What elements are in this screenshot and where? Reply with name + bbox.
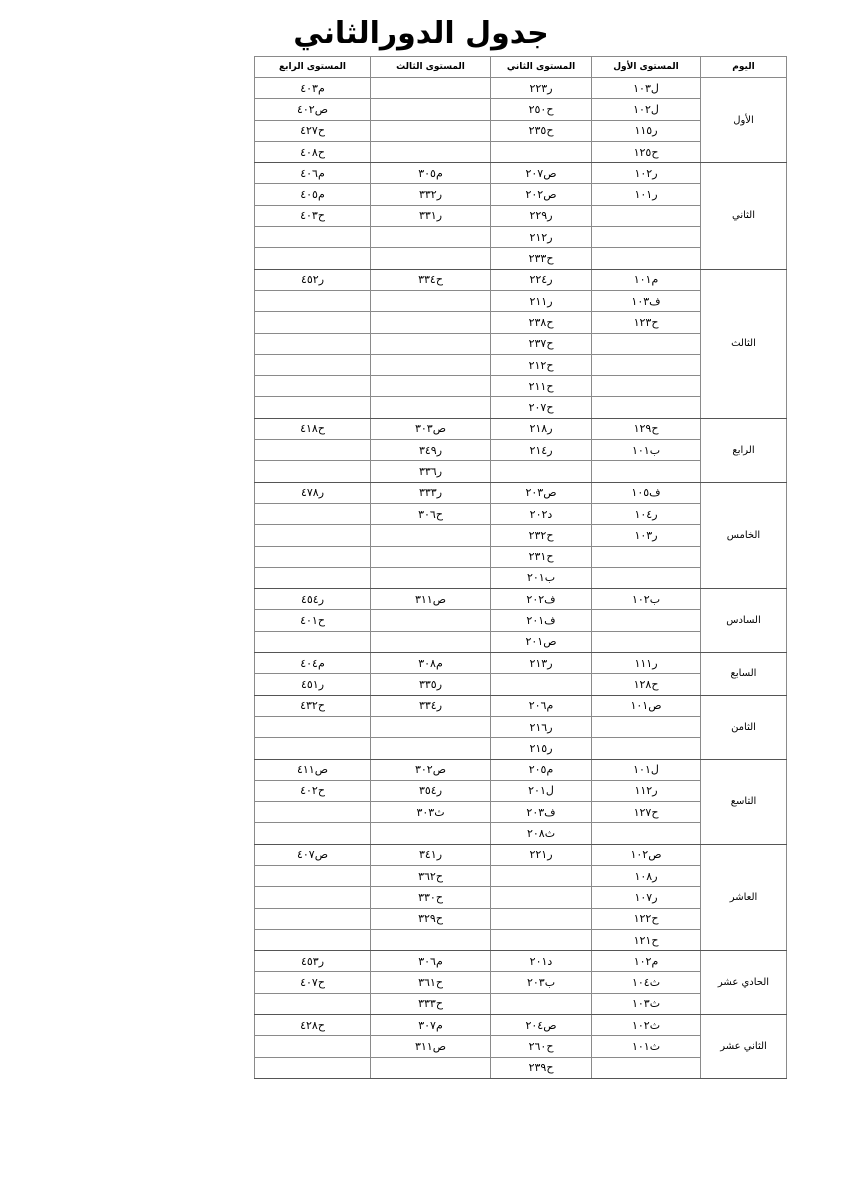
- course-cell-level-2: ر٢٢٣: [491, 78, 592, 99]
- course-cell-level-2: ص٢٠٢: [491, 184, 592, 205]
- course-cell-level-2: ر٢١٥: [491, 738, 592, 759]
- course-cell-level-1: ف١٠٥: [592, 482, 701, 503]
- table-row: [255, 78, 787, 99]
- course-cell-level-4: [255, 248, 371, 269]
- course-cell-level-1: ف١٠٣: [592, 290, 701, 311]
- course-cell-level-1: [592, 397, 701, 418]
- course-cell-level-4: ح٤٣٢: [255, 695, 371, 716]
- course-cell-level-4: [255, 1036, 371, 1057]
- course-cell-level-3: [371, 227, 491, 248]
- day-cell: الأول: [701, 78, 787, 163]
- course-cell-level-2: ر٢١٢: [491, 227, 592, 248]
- course-cell-level-3: [371, 312, 491, 333]
- course-cell-level-3: [371, 120, 491, 141]
- course-cell-level-2: ف٢٠٢: [491, 589, 592, 610]
- course-cell-level-3: ح٣٢٩: [371, 908, 491, 929]
- page-title: جدول الدورالثاني: [293, 16, 549, 51]
- course-cell-level-1: ر١٠٨: [592, 865, 701, 886]
- course-cell-level-1: ح١٢٣: [592, 312, 701, 333]
- course-cell-level-2: ر٢١٦: [491, 716, 592, 737]
- schedule-body: [255, 78, 787, 1079]
- course-cell-level-2: ف٢٠٣: [491, 802, 592, 823]
- course-cell-level-2: ح٢٣١: [491, 546, 592, 567]
- course-cell-level-2: ر٢٢٤: [491, 269, 592, 290]
- course-cell-level-3: م٣٠٧: [371, 1015, 491, 1036]
- course-cell-level-3: [371, 99, 491, 120]
- course-cell-level-4: [255, 227, 371, 248]
- course-cell-level-1: ص١٠٢: [592, 844, 701, 865]
- course-cell-level-3: ص٣٠٢: [371, 759, 491, 780]
- table-row: [255, 589, 787, 610]
- course-cell-level-3: [371, 397, 491, 418]
- course-cell-level-3: ر٣٣٤: [371, 695, 491, 716]
- course-cell-level-1: [592, 1057, 701, 1078]
- course-cell-level-3: ص٣١١: [371, 589, 491, 610]
- course-cell-level-3: م٣٠٨: [371, 653, 491, 674]
- day-cell: السادس: [701, 589, 787, 653]
- table-row: [255, 759, 787, 780]
- course-cell-level-4: ح٤١٨: [255, 418, 371, 439]
- course-cell-level-1: [592, 567, 701, 588]
- course-cell-level-3: ح٣٣٤: [371, 269, 491, 290]
- course-cell-level-1: ح١٢٥: [592, 141, 701, 162]
- table-row: [255, 269, 787, 290]
- course-cell-level-1: ل١٠٣: [592, 78, 701, 99]
- course-cell-level-4: ح٤٢٧: [255, 120, 371, 141]
- course-cell-level-3: [371, 567, 491, 588]
- day-cell: الثاني: [701, 163, 787, 269]
- course-cell-level-4: م٤٠٥: [255, 184, 371, 205]
- course-cell-level-3: [371, 631, 491, 652]
- course-cell-level-3: ر٣٣١: [371, 205, 491, 226]
- day-cell: الثالث: [701, 269, 787, 418]
- course-cell-level-2: ب٢٠٣: [491, 972, 592, 993]
- course-cell-level-2: [491, 993, 592, 1014]
- course-cell-level-4: [255, 397, 371, 418]
- day-cell: السابع: [701, 653, 787, 696]
- course-cell-level-2: ح٢٠٧: [491, 397, 592, 418]
- course-cell-level-3: [371, 716, 491, 737]
- course-cell-level-3: [371, 376, 491, 397]
- course-cell-level-4: [255, 716, 371, 737]
- table-row: [255, 951, 787, 972]
- course-cell-level-4: ح٤٠٣: [255, 205, 371, 226]
- course-cell-level-4: [255, 993, 371, 1014]
- course-cell-level-1: ح١٢٨: [592, 674, 701, 695]
- course-cell-level-1: ح١٢١: [592, 929, 701, 950]
- course-cell-level-3: [371, 1057, 491, 1078]
- day-cell: الثامن: [701, 695, 787, 759]
- course-cell-level-2: ح٢٥٠: [491, 99, 592, 120]
- course-cell-level-4: [255, 1057, 371, 1078]
- course-cell-level-2: د٢٠٢: [491, 503, 592, 524]
- course-cell-level-2: [491, 908, 592, 929]
- course-cell-level-3: [371, 248, 491, 269]
- course-cell-level-3: ث٣٠٣: [371, 802, 491, 823]
- header-level-2: المستوى الثاني: [491, 57, 592, 78]
- course-cell-level-3: ح٣٦١: [371, 972, 491, 993]
- course-cell-level-1: [592, 716, 701, 737]
- table-row: [255, 482, 787, 503]
- table-row: [255, 653, 787, 674]
- course-cell-level-2: د٢٠١: [491, 951, 592, 972]
- course-cell-level-4: ر٤٥٣: [255, 951, 371, 972]
- course-cell-level-4: ح٤٢٨: [255, 1015, 371, 1036]
- course-cell-level-3: [371, 333, 491, 354]
- course-cell-level-1: ح١٢٩: [592, 418, 701, 439]
- course-cell-level-4: [255, 929, 371, 950]
- day-cell: الرابع: [701, 418, 787, 482]
- course-cell-level-2: ص٢٠٣: [491, 482, 592, 503]
- course-cell-level-2: ل٢٠١: [491, 780, 592, 801]
- course-cell-level-4: [255, 461, 371, 482]
- course-cell-level-2: [491, 865, 592, 886]
- course-cell-level-3: ر٣٣٢: [371, 184, 491, 205]
- course-cell-level-2: ص٢٠٤: [491, 1015, 592, 1036]
- course-cell-level-2: [491, 887, 592, 908]
- course-cell-level-1: ر١١٥: [592, 120, 701, 141]
- course-cell-level-1: ل١٠١: [592, 759, 701, 780]
- course-cell-level-1: ر١٠٧: [592, 887, 701, 908]
- course-cell-level-1: [592, 205, 701, 226]
- course-cell-level-2: [491, 461, 592, 482]
- course-cell-level-1: [592, 354, 701, 375]
- day-cell: الثاني عشر: [701, 1015, 787, 1079]
- course-cell-level-2: ح٢١١: [491, 376, 592, 397]
- course-cell-level-1: ر١١١: [592, 653, 701, 674]
- course-cell-level-3: ص٣١١: [371, 1036, 491, 1057]
- course-cell-level-4: [255, 823, 371, 844]
- course-cell-level-1: ح١٢٢: [592, 908, 701, 929]
- course-cell-level-3: [371, 823, 491, 844]
- course-cell-level-2: ص٢٠١: [491, 631, 592, 652]
- course-cell-level-1: ح١٢٧: [592, 802, 701, 823]
- course-cell-level-4: ح٤٠١: [255, 610, 371, 631]
- course-cell-level-4: [255, 908, 371, 929]
- course-cell-level-2: ح٢١٢: [491, 354, 592, 375]
- table-row: [255, 418, 787, 439]
- course-cell-level-3: ص٣٠٣: [371, 418, 491, 439]
- course-cell-level-3: م٣٠٥: [371, 163, 491, 184]
- course-cell-level-1: [592, 227, 701, 248]
- course-cell-level-2: ث٢٠٨: [491, 823, 592, 844]
- course-cell-level-1: ب١٠١: [592, 440, 701, 461]
- course-cell-level-2: م٢٠٥: [491, 759, 592, 780]
- course-cell-level-4: [255, 631, 371, 652]
- course-cell-level-2: ر٢٢٩: [491, 205, 592, 226]
- course-cell-level-4: ح٤٠٨: [255, 141, 371, 162]
- course-cell-level-1: [592, 631, 701, 652]
- course-cell-level-2: [491, 674, 592, 695]
- course-cell-level-2: ر٢١٨: [491, 418, 592, 439]
- day-cell: الحادي عشر: [701, 951, 787, 1015]
- table-row: [255, 1015, 787, 1036]
- table-row: [255, 163, 787, 184]
- course-cell-level-4: [255, 567, 371, 588]
- course-cell-level-3: ح٣٣٠: [371, 887, 491, 908]
- course-cell-level-2: م٢٠٦: [491, 695, 592, 716]
- course-cell-level-2: ر٢١٤: [491, 440, 592, 461]
- course-cell-level-4: [255, 802, 371, 823]
- course-cell-level-2: ف٢٠١: [491, 610, 592, 631]
- course-cell-level-2: ب٢٠١: [491, 567, 592, 588]
- header-level-1: المستوى الأول: [592, 57, 701, 78]
- course-cell-level-3: [371, 738, 491, 759]
- course-cell-level-1: ل١٠٢: [592, 99, 701, 120]
- course-cell-level-1: ث١٠٢: [592, 1015, 701, 1036]
- header-level-4: المستوى الرابع: [255, 57, 371, 78]
- course-cell-level-2: ح٢٣٥: [491, 120, 592, 141]
- course-cell-level-4: [255, 333, 371, 354]
- course-cell-level-1: ث١٠٤: [592, 972, 701, 993]
- course-cell-level-4: ص٤٠٢: [255, 99, 371, 120]
- course-cell-level-4: ص٤٠٧: [255, 844, 371, 865]
- course-cell-level-2: ح٢٣٩: [491, 1057, 592, 1078]
- course-cell-level-1: م١٠٢: [592, 951, 701, 972]
- course-cell-level-3: م٣٠٦: [371, 951, 491, 972]
- course-cell-level-3: ح٣٦٢: [371, 865, 491, 886]
- course-cell-level-2: [491, 929, 592, 950]
- course-cell-level-3: [371, 354, 491, 375]
- course-cell-level-4: ر٤٥٢: [255, 269, 371, 290]
- course-cell-level-4: [255, 887, 371, 908]
- header-day: اليوم: [701, 57, 787, 78]
- course-cell-level-2: ح٢٣٢: [491, 525, 592, 546]
- course-cell-level-3: ح٣٣٣: [371, 993, 491, 1014]
- course-cell-level-4: م٤٠٤: [255, 653, 371, 674]
- course-cell-level-3: [371, 929, 491, 950]
- course-cell-level-3: ر٣٤٩: [371, 440, 491, 461]
- course-cell-level-1: ر١٠٣: [592, 525, 701, 546]
- course-cell-level-3: [371, 525, 491, 546]
- course-cell-level-1: [592, 738, 701, 759]
- day-cell: العاشر: [701, 844, 787, 950]
- course-cell-level-4: ص٤١١: [255, 759, 371, 780]
- course-cell-level-2: ر٢٢١: [491, 844, 592, 865]
- course-cell-level-4: [255, 440, 371, 461]
- course-cell-level-1: [592, 376, 701, 397]
- course-cell-level-1: ص١٠١: [592, 695, 701, 716]
- course-cell-level-4: ر٤٥٤: [255, 589, 371, 610]
- course-cell-level-3: ر٣٣٣: [371, 482, 491, 503]
- header-level-3: المستوى الثالث: [371, 57, 491, 78]
- course-cell-level-3: [371, 141, 491, 162]
- course-cell-level-2: ح٢٦٠: [491, 1036, 592, 1057]
- course-cell-level-3: ح٣٠٦: [371, 503, 491, 524]
- course-cell-level-3: ر٣٥٤: [371, 780, 491, 801]
- course-cell-level-4: [255, 376, 371, 397]
- course-cell-level-4: ر٤٥١: [255, 674, 371, 695]
- course-cell-level-3: [371, 546, 491, 567]
- course-cell-level-3: [371, 610, 491, 631]
- course-cell-level-4: ح٤٠٢: [255, 780, 371, 801]
- course-cell-level-4: م٤٠٦: [255, 163, 371, 184]
- course-cell-level-4: [255, 546, 371, 567]
- course-cell-level-4: [255, 290, 371, 311]
- course-cell-level-4: [255, 738, 371, 759]
- course-cell-level-1: ث١٠٣: [592, 993, 701, 1014]
- day-cell: الخامس: [701, 482, 787, 588]
- course-cell-level-1: [592, 546, 701, 567]
- course-cell-level-4: [255, 354, 371, 375]
- course-cell-level-4: [255, 503, 371, 524]
- course-cell-level-1: ب١٠٢: [592, 589, 701, 610]
- course-cell-level-1: ر١١٢: [592, 780, 701, 801]
- course-cell-level-1: [592, 610, 701, 631]
- course-cell-level-1: [592, 823, 701, 844]
- course-cell-level-1: ر١٠١: [592, 184, 701, 205]
- course-cell-level-2: ر٢١١: [491, 290, 592, 311]
- course-cell-level-2: ح٢٣٨: [491, 312, 592, 333]
- course-cell-level-4: ر٤٧٨: [255, 482, 371, 503]
- course-cell-level-4: [255, 312, 371, 333]
- exam-schedule-table: [254, 56, 787, 1079]
- course-cell-level-2: ح٢٣٣: [491, 248, 592, 269]
- course-cell-level-1: [592, 461, 701, 482]
- course-cell-level-1: ر١٠٤: [592, 503, 701, 524]
- course-cell-level-1: [592, 333, 701, 354]
- course-cell-level-2: ح٢٣٧: [491, 333, 592, 354]
- course-cell-level-2: [491, 141, 592, 162]
- course-cell-level-4: م٤٠٣: [255, 78, 371, 99]
- course-cell-level-4: ح٤٠٧: [255, 972, 371, 993]
- course-cell-level-4: [255, 525, 371, 546]
- course-cell-level-3: ر٣٣٥: [371, 674, 491, 695]
- table-row: [255, 695, 787, 716]
- day-cell: التاسع: [701, 759, 787, 844]
- course-cell-level-2: ر٢١٣: [491, 653, 592, 674]
- course-cell-level-1: [592, 248, 701, 269]
- course-cell-level-2: ص٢٠٧: [491, 163, 592, 184]
- course-cell-level-1: م١٠١: [592, 269, 701, 290]
- course-cell-level-3: [371, 78, 491, 99]
- table-row: [255, 844, 787, 865]
- course-cell-level-4: [255, 865, 371, 886]
- course-cell-level-3: ر٣٣٦: [371, 461, 491, 482]
- course-cell-level-3: [371, 290, 491, 311]
- course-cell-level-1: ر١٠٢: [592, 163, 701, 184]
- course-cell-level-1: ث١٠١: [592, 1036, 701, 1057]
- header-row: [255, 57, 787, 78]
- course-cell-level-3: ر٣٤١: [371, 844, 491, 865]
